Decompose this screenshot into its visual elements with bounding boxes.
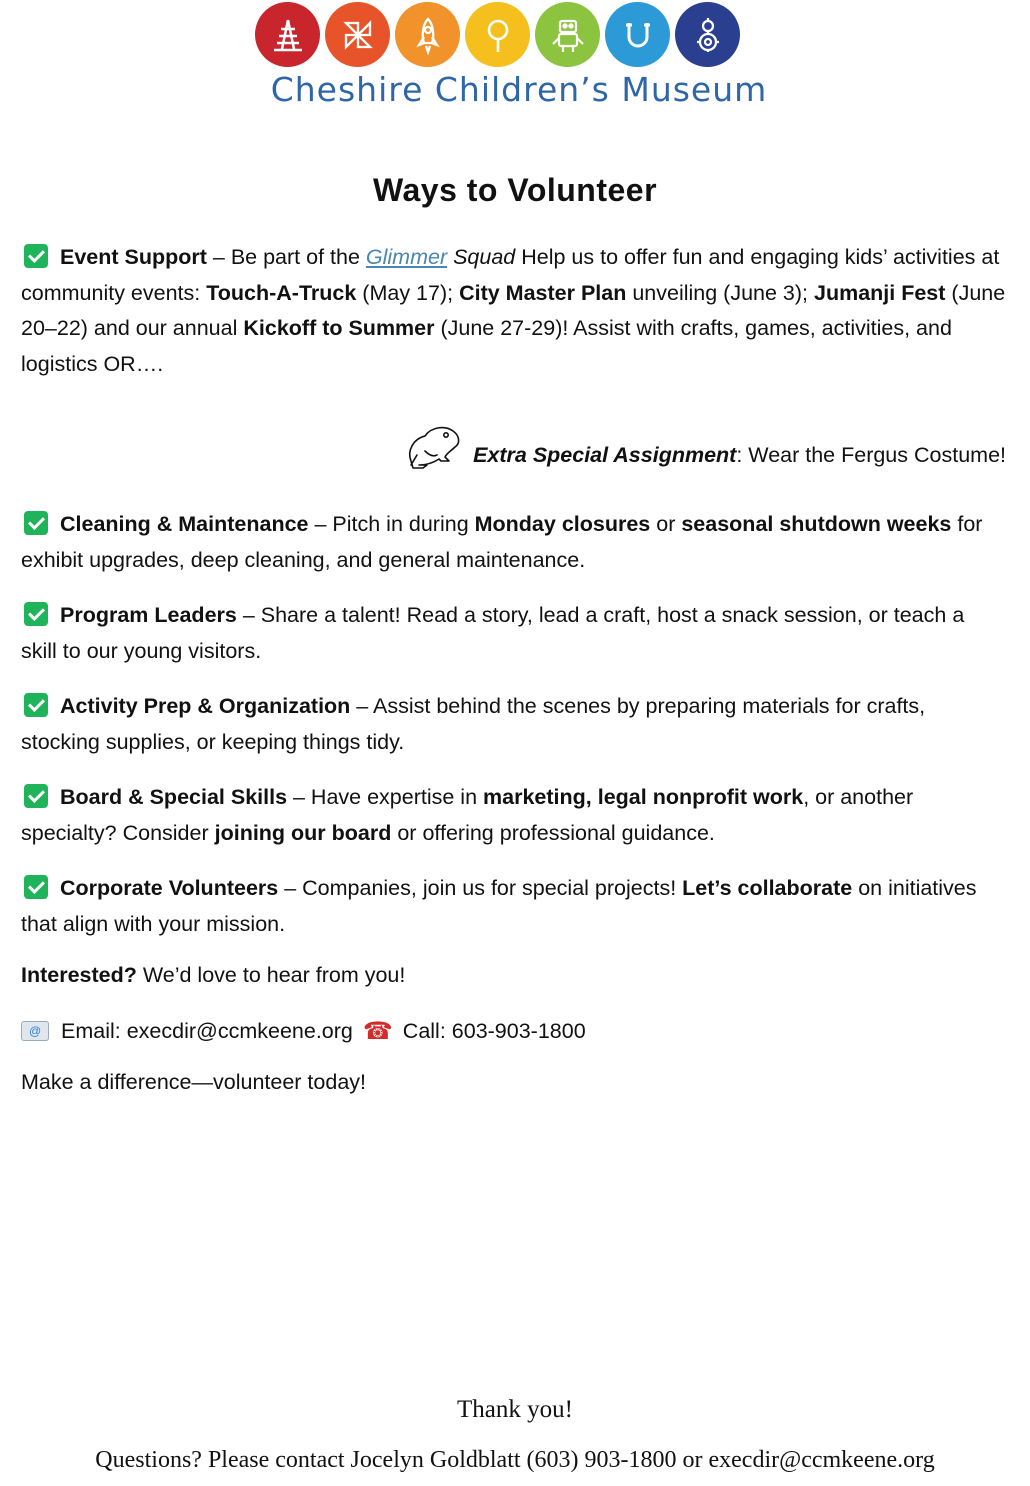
item-text: – Pitch in during <box>308 512 475 536</box>
item-bold: Monday closures <box>474 512 651 536</box>
pinwheel-icon <box>325 2 390 67</box>
magnet-icon <box>605 2 670 67</box>
item-text: Help us to offer fun and engaging kids’ activities at community events: <box>21 245 1000 305</box>
logo-icon-row <box>255 2 740 67</box>
volunteer-list <box>21 240 1006 1101</box>
item-text: or <box>650 512 682 536</box>
item-text: – Be part of the <box>206 245 366 269</box>
item-heading: Corporate Volunteers <box>60 876 279 900</box>
email-icon <box>21 1021 49 1041</box>
item-text: Squad <box>447 245 516 269</box>
phone-icon: ☎ <box>362 1017 393 1045</box>
special-assignment-text: : Wear the Fergus Costume! <box>736 442 1006 467</box>
program-leaders-item <box>21 598 1006 669</box>
item-text: – Have expertise in <box>287 785 484 809</box>
item-bold: City Master Plan <box>459 280 627 305</box>
magnifier-icon <box>465 2 530 67</box>
page-title: Ways to Volunteer <box>372 172 658 208</box>
item-heading: Board & Special Skills <box>60 785 288 809</box>
item-bold: Jumanji Fest <box>814 280 946 305</box>
checkbox-icon <box>24 602 48 626</box>
cleaning-item <box>21 507 1006 578</box>
board-skills-item <box>21 780 1006 851</box>
checkbox-icon <box>24 244 48 268</box>
activity-prep-item <box>21 689 1006 760</box>
checkbox-icon <box>24 784 48 808</box>
item-text: unveiling (June 3); <box>626 280 814 305</box>
item-text: – Companies, join us for special projects! <box>278 876 683 900</box>
item-bold: marketing, legal nonprofit work <box>483 785 804 809</box>
event-support-item <box>21 240 1006 382</box>
interested-line <box>21 958 1006 994</box>
item-heading: Program Leaders <box>60 603 237 627</box>
item-bold: Let’s collaborate <box>682 876 853 900</box>
frog-icon <box>405 421 463 473</box>
checkbox-icon <box>24 693 48 717</box>
item-text: – Assist behind the scenes by preparing materials for crafts, stocking supplies, or keeping things tidy. <box>21 694 926 754</box>
glimmer-link[interactable]: Glimmer <box>365 245 448 269</box>
special-assignment <box>21 413 1006 473</box>
checkbox-icon <box>24 511 48 535</box>
item-text: or offering professional guidance. <box>391 820 715 845</box>
item-heading: Cleaning & Maintenance <box>60 512 309 536</box>
item-heading: Activity Prep & Organization <box>60 694 351 718</box>
item-bold: seasonal shutdown weeks <box>681 512 952 536</box>
special-assignment-title: Extra Special Assignment <box>473 442 737 467</box>
item-bold: joining our board <box>214 820 392 845</box>
interested-text: We’d love to hear from you! <box>136 963 406 987</box>
museum-logo <box>0 0 1030 120</box>
stacking-rings-icon <box>255 2 320 67</box>
closing-line: Make a difference—volunteer today! <box>21 1070 366 1094</box>
item-bold: Touch-A-Truck <box>206 280 357 305</box>
item-text: (June 20–22) and our annual <box>21 280 1006 340</box>
corporate-item <box>21 871 1006 942</box>
contact-line <box>21 1014 1006 1050</box>
rocket-icon <box>395 2 460 67</box>
interested-label: Interested? <box>21 963 137 987</box>
item-text: (May 17); <box>356 280 460 305</box>
museum-name: Cheshire Children’s Museum <box>270 70 768 109</box>
item-text: on initiatives that align with your mission. <box>21 876 977 936</box>
item-heading: Event Support <box>60 245 207 269</box>
item-text: for exhibit upgrades, deep cleaning, and general maintenance. <box>21 512 983 572</box>
thank-you: Thank you! <box>457 1396 573 1423</box>
item-text: , or another specialty? Consider <box>21 785 914 845</box>
item-text: (June 27-29)! Assist with crafts, games, activities, and logistics OR…. <box>21 316 952 376</box>
gears-icon <box>675 2 740 67</box>
questions-footer: Questions? Please contact Jocelyn Goldblatt (603) 903-1800 or execdir@ccmkeene.org <box>95 1447 935 1473</box>
item-text: – Share a talent! Read a story, lead a craft, host a snack session, or teach a skill to our young visitors. <box>21 603 965 663</box>
item-bold: Kickoff to Summer <box>243 316 435 340</box>
email-contact[interactable]: Email: execdir@ccmkeene.org <box>61 1018 353 1043</box>
checkbox-icon <box>24 875 48 899</box>
robot-icon <box>535 2 600 67</box>
phone-contact[interactable]: Call: 603-903-1800 <box>402 1018 586 1043</box>
